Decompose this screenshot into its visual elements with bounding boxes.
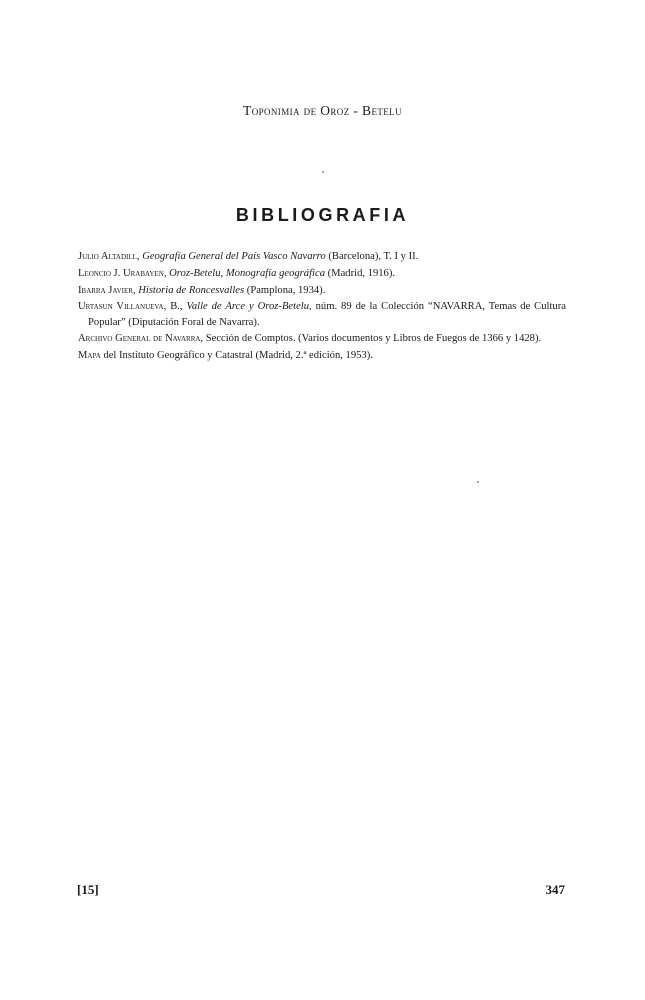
entry-title: Geografía General del País Vasco Navarro: [142, 251, 326, 262]
entry-rest: núm. 89 de la Colección “NAVARRA, Temas de Cultura Popular” (Diputación Foral de Navarra).: [88, 301, 566, 328]
entry-author: Archivo General de Navarra,: [78, 333, 204, 345]
entry-author: Julio Altadill,: [78, 251, 140, 262]
bibliography-entry: [78, 266, 566, 281]
entry-author: Leoncio J. Urabayen,: [78, 267, 167, 279]
print-speck: [477, 481, 479, 483]
entry-author: Urtasun Villanueva,: [78, 301, 167, 313]
entry-title: Historia de Roncesvalles: [138, 284, 245, 296]
entry-title: Oroz-Betelu, Monografía geográfica: [169, 267, 325, 279]
bibliography-entry: [78, 331, 566, 346]
entry-rest: Sección de Comptos. (Varios documentos y Libros de Fuegos de 1366 y 1428).: [205, 333, 542, 345]
entry-title: Valle de Arce y Oroz-Betelu,: [186, 301, 312, 313]
bibliography-entry: [78, 348, 566, 363]
page-number: 347: [545, 882, 565, 897]
bibliography-entry: [78, 283, 566, 298]
entry-rest: del Instituto Geográfico y Catastral (Madrid, 2.ª edición, 1953).: [103, 350, 373, 362]
section-title: BIBLIOGRAFIA: [235, 205, 410, 225]
bibliography-list: [78, 249, 566, 365]
bibliography-entry: [78, 249, 566, 264]
entry-rest: (Madrid, 1916).: [327, 267, 396, 279]
entry-author: Ibarra Javier,: [78, 284, 136, 296]
entry-initial: B.,: [170, 301, 183, 313]
left-folio: [15]: [77, 882, 99, 897]
entry-rest: (Pamplona, 1934).: [246, 284, 326, 296]
entry-rest: (Barcelona), T. I y II.: [328, 251, 419, 262]
running-head: Toponimia de Oroz - Betelu: [243, 103, 402, 118]
entry-author: Mapa: [78, 350, 101, 362]
bibliography-entry: [78, 299, 566, 329]
print-speck: [322, 171, 324, 173]
